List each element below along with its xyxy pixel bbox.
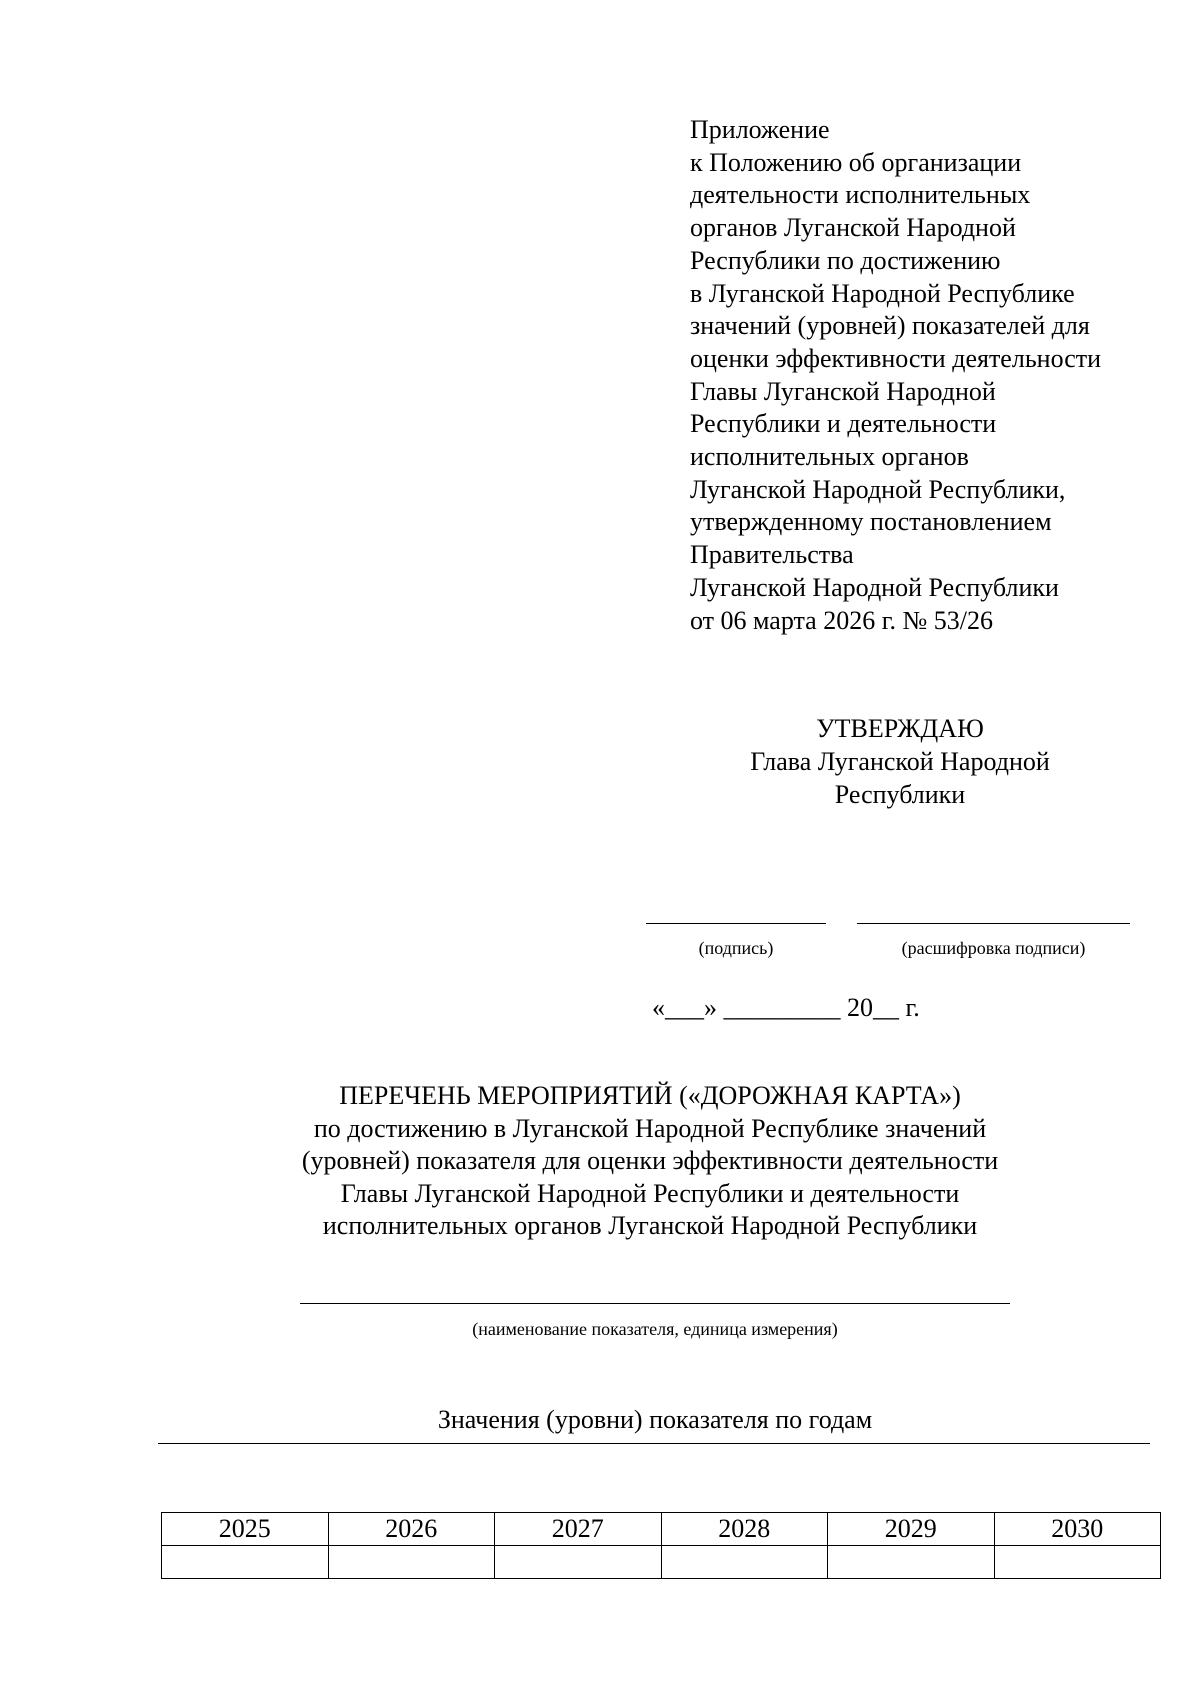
appendix-line: Луганской Народной Республики, [690,474,1066,504]
title-line: ПЕРЕЧЕНЬ МЕРОПРИЯТИЙ («ДОРОЖНАЯ КАРТА») [339,1081,961,1110]
years-header-row [162,1513,1161,1546]
appendix-line: Луганской Народной Республики [690,572,1059,602]
year-header-cell: 2028 [661,1513,828,1546]
appendix-line: деятельности исполнительных [690,180,1031,210]
years-table [161,1512,1161,1579]
appendix-line: в Луганской Народной Республике [690,278,1075,308]
year-value-cell [994,1546,1161,1579]
indicator-name-caption: (наименование показателя, единица измерения) [472,1319,838,1339]
year-header-cell: 2026 [328,1513,495,1546]
title-line: (уровней) показателя для оценки эффективности деятельности [301,1146,999,1175]
values-heading-rule [158,1443,1150,1444]
appendix-line: Республики и деятельности [690,409,997,439]
signature-decode-caption: (расшифровка подписи) [901,938,1086,958]
approval-date-line: «___» _________ 20__ г. [652,993,920,1022]
appendix-line: утвержденному постановлением [690,507,1052,537]
year-header-cell: 2029 [828,1513,995,1546]
appendix-line: Республики по достижению [690,245,1001,275]
appendix-line: Правительства [690,540,854,570]
appendix-line: Приложение [690,115,830,144]
appendix-line: к Положению об организации [690,147,1022,177]
year-value-cell [661,1546,828,1579]
title-line: по достижению в Луганской Народной Республике значений [313,1113,987,1143]
year-header-cell: 2030 [994,1513,1161,1546]
year-value-cell [495,1546,662,1579]
approval-line: Республики [834,780,966,809]
year-value-cell [828,1546,995,1579]
appendix-line: оценки эффективности деятельности [690,343,1102,373]
title-line: исполнительных органов Луганской Народной Республики [322,1211,978,1240]
appendix-line: органов Луганской Народной [690,213,1016,243]
appendix-block [690,114,1190,637]
signature-caption: (подпись) [698,938,774,958]
values-heading: Значения (уровни) показателя по годам [437,1405,873,1434]
approval-line: Глава Луганской Народной [750,747,1050,776]
years-value-row [162,1546,1161,1579]
signature-decode-line [857,923,1130,924]
appendix-line: от 06 марта 2026 г. № 53/26 [690,605,993,635]
approval-block [700,712,1100,811]
appendix-line: Главы Луганской Народной [690,376,996,406]
year-value-cell [328,1546,495,1579]
year-value-cell [162,1546,329,1579]
document-title [150,1080,1150,1243]
appendix-line: исполнительных органов [690,442,969,472]
year-header-cell: 2027 [495,1513,662,1546]
title-line: Главы Луганской Народной Республики и деятельности [340,1178,960,1208]
appendix-line: значений (уровней) показателей для [690,311,1090,341]
approval-heading: УТВЕРЖДАЮ [816,714,984,743]
year-header-cell: 2025 [162,1513,329,1546]
signature-line [646,923,826,924]
indicator-name-line [300,1303,1010,1304]
